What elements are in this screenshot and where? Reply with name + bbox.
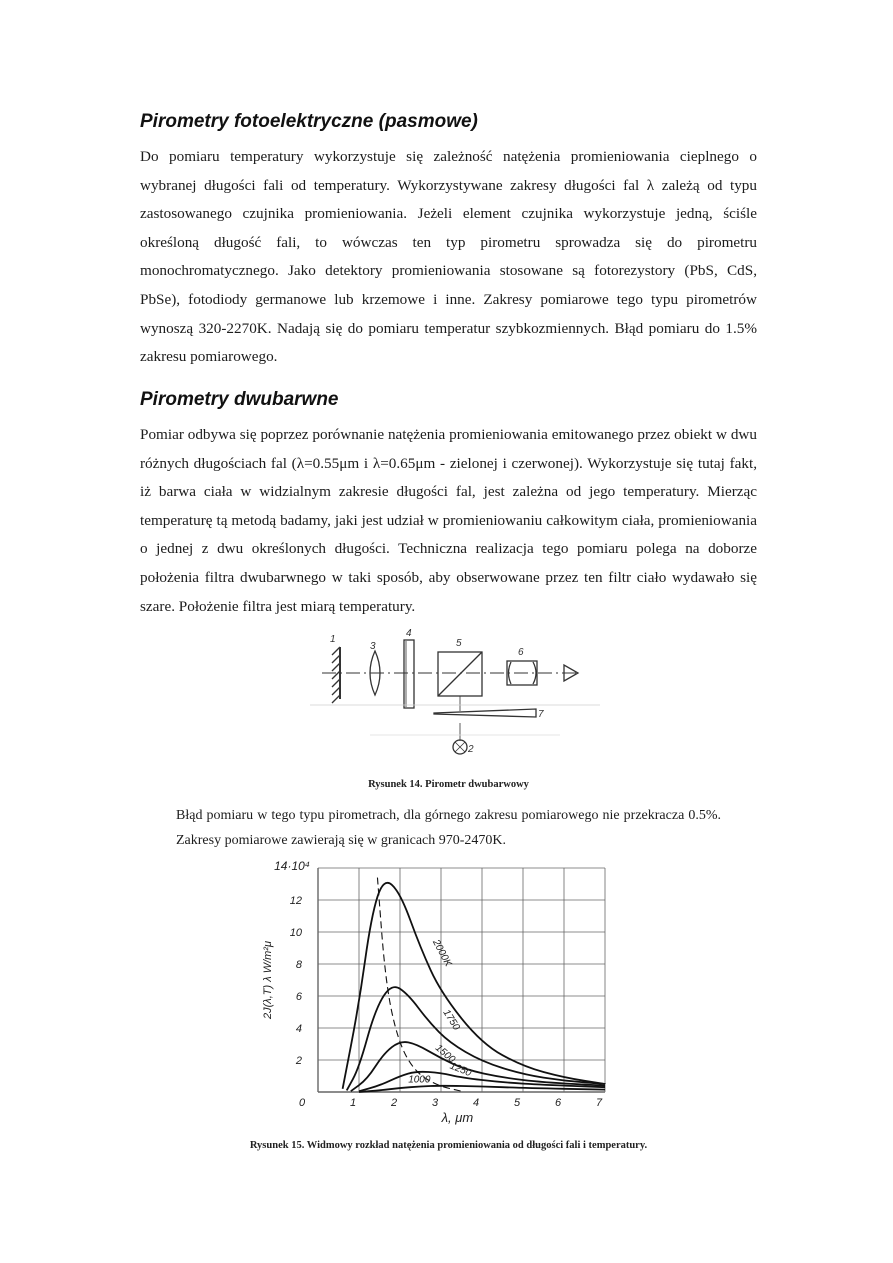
x-axis-label: λ, μm — [441, 1110, 474, 1125]
x-tick-label: 7 — [595, 1097, 603, 1109]
y-tick-label: 12 — [289, 895, 302, 907]
label-4: 4 — [406, 628, 412, 639]
y-tick-label: 4 — [295, 1023, 302, 1035]
label-3: 3 — [370, 641, 376, 652]
source-element — [332, 647, 340, 703]
filter-plate — [404, 640, 414, 708]
x-tick-label: 6 — [554, 1097, 562, 1109]
curve-label: 1000 — [408, 1074, 431, 1086]
figure-15-caption: Rysunek 15. Widmowy rozkład natężenia promieniowania od długości fali i temperatury. — [249, 1140, 648, 1151]
series-1500 — [351, 1042, 605, 1091]
label-2: 2 — [468, 744, 474, 755]
curve-label: 2000K — [430, 937, 454, 969]
y-top-label: 14·10⁴ — [274, 859, 310, 873]
y-tick-label: 8 — [295, 959, 302, 971]
x-tick-label: 2 — [390, 1097, 398, 1109]
label-7: 7 — [538, 709, 544, 720]
y-axis-label: 2J(λ,T) λ W/m²μ — [262, 941, 274, 1019]
paragraph-blad-pomiaru: Błąd pomiaru w tego typu pirometrach, dla górnego zakresu pomiarowego nie przekracza 0.5%. Zakresy pomiarowe zawierają się w granicach 970-2470K. — [176, 808, 721, 848]
heading-dwubarwne: Pirometry dwubarwne — [140, 389, 339, 410]
x-tick-label: 4 — [472, 1097, 480, 1109]
paragraph-dwubarwne: Pomiar odbywa się poprzez porównanie natężenia promieniowania emitowanego przez obiekt w dwu różnych długościach fal (λ=0.55μm i λ=0.65μm - zielonej i czerwonej). Wykorzystuje się tutaj fakt, iż barwa ciała w widzialnym zakresie długości fal, jest zależna od jego temperatury. Mierząc temperaturę tą metodą badamy, jaki jest udział w promieniowaniu całkowitym ciała, promieniowania o jednej z dwu określonych długości. Techniczna realizacja tego pomiaru polega na doborze położenia filtra dwubarwnego w taki sposób, aby obserwowane przez ten filtr ciało wydawało się szare. Położenie filtra jest miarą temperatury. — [140, 426, 757, 615]
heading-fotoelektryczne: Pirometry fotoelektryczne (pasmowe) — [140, 111, 478, 132]
x-tick-label: 0 — [298, 1097, 306, 1109]
paragraph-fotoelektryczne: Do pomiaru temperatury wykorzystuje się zależność natężenia promieniowania cieplnego o wybranej długości fali od temperatury. Wykorzystywane zakresy długości fal λ zależą od typu zastosowanego czujnika promieniowania. Jeżeli element czujnika wykorzystuje jedną, ściśle określoną długość fali, to wówczas ten typ pirometru sprowadza się do pirometru monochromatycznego. Jako detektory promieniowania stosowane są fotorezystory (PbS, CdS, PbSe), fotodiody germanowe lub krzemowe i inne. Zakresy pomiarowe tego typu pirometrów wynoszą 320-2270K. Nadają się do pomiaru temperatur szybkozmiennych. Błąd pomiaru do 1.5% zakresu pomiarowego. — [140, 148, 757, 366]
label-6: 6 — [518, 647, 524, 658]
figure-15-chart — [255, 850, 625, 1125]
series-1750 — [347, 987, 605, 1090]
label-5: 5 — [456, 638, 462, 649]
x-tick-label: 3 — [431, 1097, 439, 1109]
curve-label: 1750 — [440, 1007, 462, 1033]
y-tick-label: 2 — [295, 1055, 302, 1067]
figure-14-caption: Rysunek 14. Pirometr dwubarwowy — [368, 779, 529, 790]
curve-label: 1250 — [448, 1060, 473, 1080]
curve-label: 1500 — [432, 1042, 458, 1066]
y-tick-label: 6 — [295, 991, 302, 1003]
y-tick-label: 10 — [289, 927, 302, 939]
x-tick-label: 1 — [349, 1097, 357, 1109]
x-tick-label: 5 — [513, 1097, 521, 1109]
label-1: 1 — [330, 634, 336, 645]
figure-14-schematic — [310, 625, 600, 770]
grey-wedge — [434, 709, 536, 717]
